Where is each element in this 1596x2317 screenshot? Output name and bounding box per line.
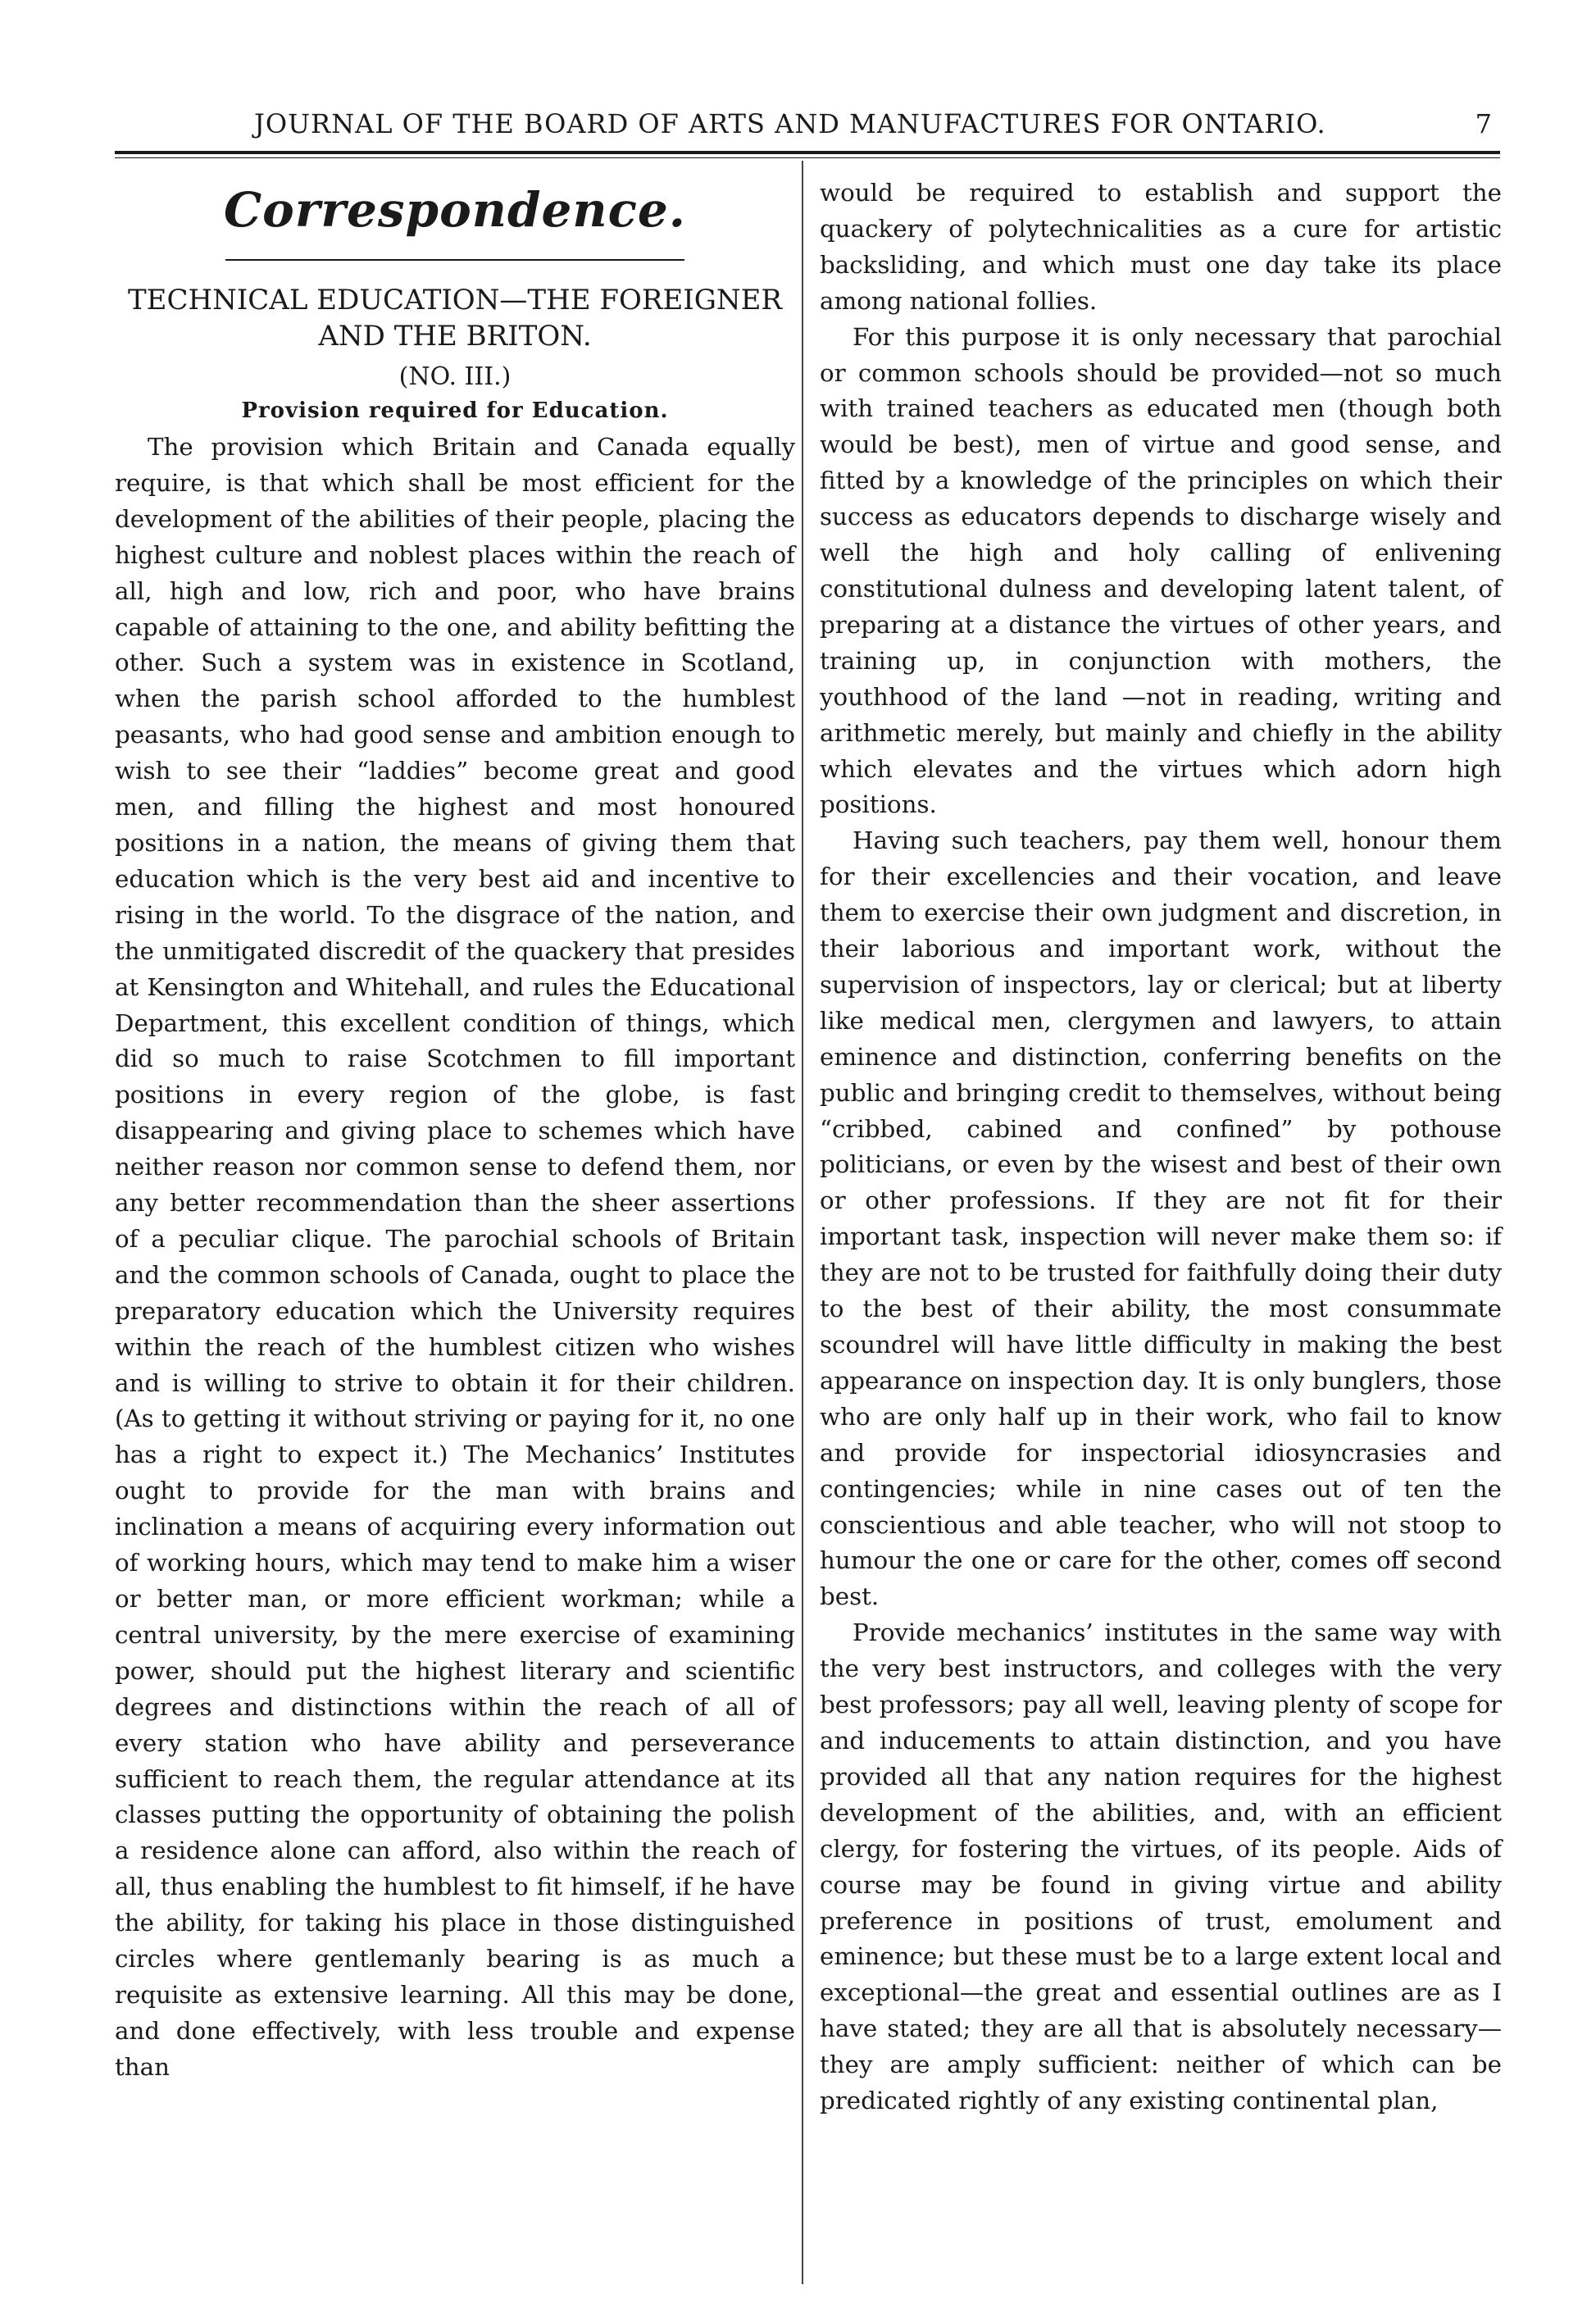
paragraph: For this purpose it is only necessary that parochial or common schools should be provided—not so much with trained teachers as educated men (though both would be best), men of virtue and good sense, and fitted by a knowledge of the principles on which their success as educators depends to discharge wisely and well the high and holy calling of enlivening constitutional dulness and developing latent talent, of preparing at a distance the virtues of other years, and training up, in conjunction with mothers, the youthhood of the land —not in reading, writing and arithmetic merely, but mainly and chiefly in the ability which elevates and the virtues which adorn high positions. [820,322,1502,819]
header-rule-thin [115,157,1500,158]
heading-rule [225,259,684,261]
right-column [820,175,1502,2119]
paragraph: The provision which Britain and Canada equally require, is that which shall be most efficient for the development of the abilities of their people, placing the highest culture and noblest places within the reach of all, high and low, rich and poor, who have brains capable of attaining to the one, and ability befitting the other. Such a system was in existence in Scotland, when the parish school afforded to the humblest peasants, who had good sense and ambition enough to wish to see their “laddies” become great and good men, and filling the highest and most honoured positions in a nation, the means of giving them that education which is the very best aid and incentive to rising in the world. To the disgrace of the nation, and the unmitigated discredit of the quackery that presides at Kensington and Whitehall, and rules the Educational Department, this excellent condition of things, which did so much to raise Scotchmen to fill important positions in every region of the globe, is fast disappearing and giving place to schemes which have neither reason nor common sense to defend them, nor any better recommendation than the sheer assertions of a peculiar clique. The parochial schools of Britain and the common schools of Canada, ought to place the preparatory education which the University requires within the reach of the humblest citizen who wishes and is willing to strive to obtain it for their children. (As to getting it without striving or paying for it, no one has a right to expect it.) The Mechanics’ Institutes ought to provide for the man with brains and inclination a means of acquiring every information out of working hours, which may tend to make him a wiser or better man, or more efficient workman; while a central university, by the mere exercise of examining power, should put the highest literary and scientific degrees and distinctions within the reach of all of every station who have ability and perseverance sufficient to reach them, the regular attendance at its classes putting the opportunity of obtaining the polish a residence alone can afford, also within the reach of all, thus enabling the humblest to fit himself, if he have the ability, for taking his place in those distinguished circles where gentlemanly bearing is as much a requisite as extensive learning. All this may be done, and done effectively, with less trouble and expense than [115,433,795,2081]
paragraph: Having such teachers, pay them well, honour them for their excellencies and their vocation, and leave them to exercise their own judgment and discretion, in their laborious and important work, without the supervision of inspectors, lay or clerical; but at liberty like medical men, clergymen and lawyers, to attain eminence and distinction, conferring benefits on the public and bringing credit to themselves, without being “cribbed, cabined and confined” by pothouse politicians, or even by the wisest and best of their own or other professions. If they are not fit for their important task, inspection will never make them so: if they are not to be trusted for faithfully doing their duty to the best of their ability, the most consummate scoundrel will have little difficulty in making the best appearance on inspection day. It is only bunglers, those who are only half up in their work, who fail to know and provide for inspectorial idiosyncrasies and contingencies; while in nine cases out of ten the conscientious and able teacher, who will not stoop to humour the one or care for the other, comes off second best. [820,826,1502,1611]
paragraph: would be required to establish and support the quackery of polytechnicalities as a cure for artistic backsliding, and which must one day take its place among national follies. [820,179,1502,315]
column-divider [802,161,803,2284]
header-rule [115,151,1500,154]
running-head [115,108,1492,144]
running-title: JOURNAL OF THE BOARD OF ARTS AND MANUFACTURES FOR ONTARIO. [254,108,1326,139]
paragraph: Provide mechanics’ institutes in the same way with the very best instructors, and colleges with the very best professors; pay all well, leaving plenty of scope for and inducements to attain distinction, and you have provided all that any nation requires for the highest development of the abilities, and, with an efficient clergy, for fostering the virtues, of its people. Aids of course may be found in giving virtue and ability preference in positions of trust, emolument and eminence; but these must be to a large extent local and exceptional—the great and essential outlines are as I have stated; they are all that is absolutely necessary—they are amply sufficient: neither of which can be predicated rightly of any existing continental plan, [820,1618,1502,2115]
article-title: TECHNICAL EDUCATION—THE FOREIGNER AND THE BRITON. [127,284,783,353]
section-heading: Correspondence. [224,182,686,238]
page-number: 7 [1475,108,1492,139]
left-column [115,164,795,2086]
article-subhead: Provision required for Education. [241,398,669,423]
article-number: (NO. III.) [398,362,512,391]
